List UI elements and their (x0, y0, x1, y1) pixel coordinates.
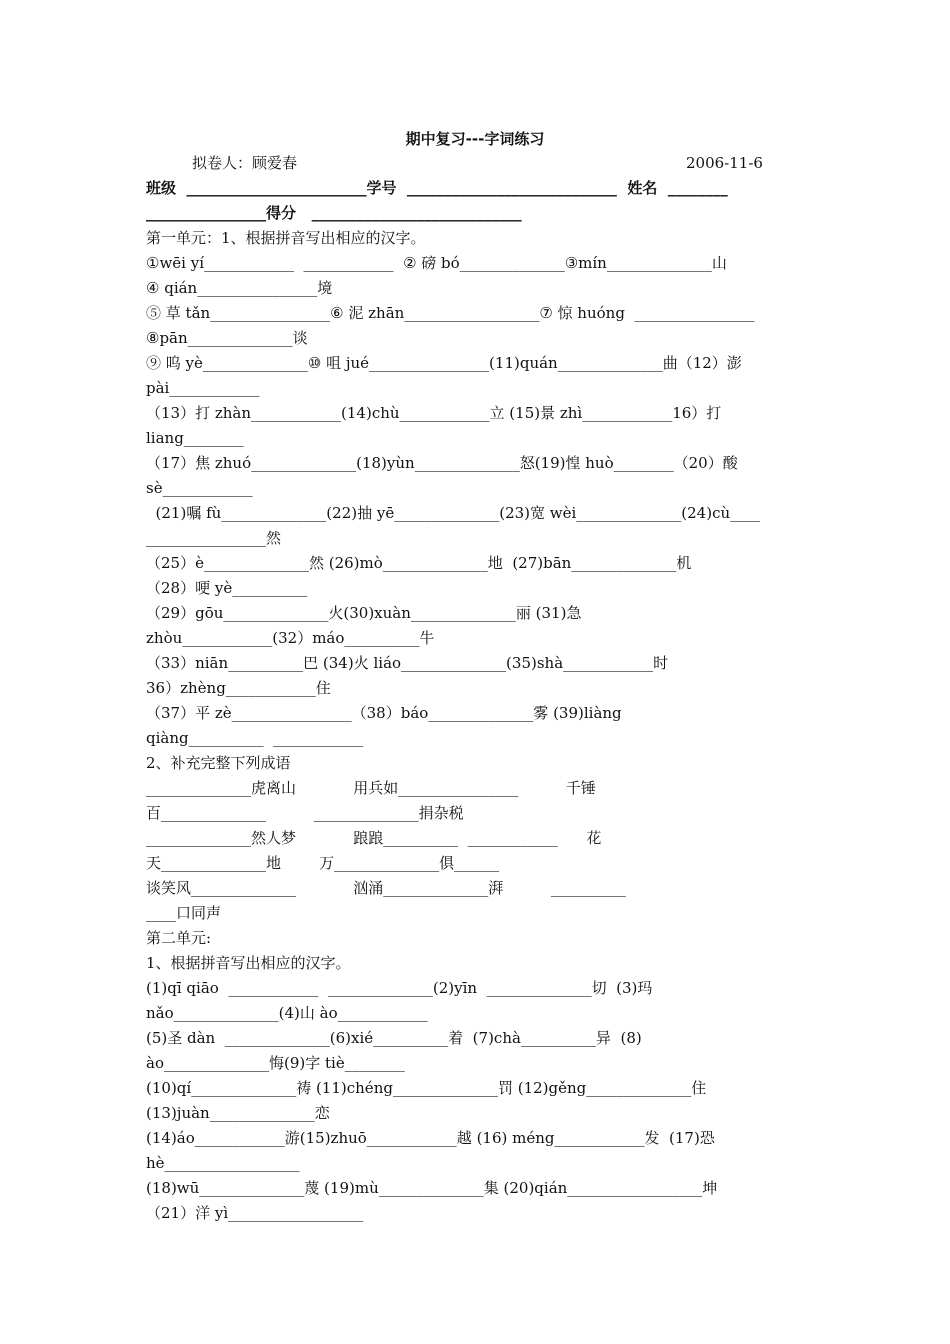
section-heading: 2、补充完整下列成语 (146, 754, 291, 772)
exercise-line: ⑨ 呜 yè______________⑩ 咀 jué________________(11)quán______________曲（12）澎 (146, 354, 742, 372)
exercise-line: （29）gōu______________火(30)xuàn______________丽 (31)急 (146, 604, 582, 622)
exercise-line: 36）zhèng____________住 (146, 679, 331, 697)
exercise-line: （17）焦 zhuó______________(18)yùn______________怒(19)惶 huò________（20）酸 (146, 454, 738, 472)
exercise-line: （37）平 zè________________（38）báo______________雾 (39)liàng (146, 704, 622, 722)
exercise-line: ④ qián________________境 (146, 279, 333, 297)
section-heading: 第一单元：1、根据拼音写出相应的汉字。 (146, 229, 426, 247)
idiom-line: ____口同声 (146, 904, 222, 922)
idiom-line: 谈笑风______________ 汹涌______________湃 __________ (146, 879, 626, 897)
exercise-line: nǎo______________(4)山 ào____________ (146, 1004, 428, 1022)
score-line: ________________得分 ____________________________ (146, 204, 522, 222)
idiom-line: 百______________ ______________捐杂税 (146, 804, 464, 822)
exercise-line: （21）洋 yì__________________ (146, 1204, 364, 1222)
exercise-line: （28）哽 yè__________ (146, 579, 308, 597)
exercise-line: （13）打 zhàn____________(14)chù____________立 (15)景 zhì____________16）打 (146, 404, 722, 422)
exercise-line: (1)qī qiāo ____________ ______________(2)yīn ______________切 (3)玛 (146, 979, 653, 997)
exercise-line: ⑤ 草 tǎn________________⑥ 泥 zhān__________________⑦ 惊 huóng ________________ (146, 304, 755, 322)
exercise-line: ________________然 (146, 529, 282, 547)
exercise-line: (13)juàn______________恋 (146, 1104, 330, 1122)
exercise-line: ⑧pān______________谈 (146, 329, 308, 347)
exercise-line: (10)qí______________祷 (11)chéng______________罚 (12)gěng______________住 (146, 1079, 707, 1097)
class-number-name-line: 班级 ________________________学号 ____________________________ 姓名 ________ (146, 179, 728, 197)
idiom-line: 天______________地 万______________俱______ (146, 854, 500, 872)
idiom-line: ______________虎离山 用兵如________________ 千锤 (146, 779, 596, 797)
exercise-line: liang________ (146, 429, 244, 447)
exercise-line: (18)wū______________蔑 (19)mù______________集 (20)qián__________________坤 (146, 1179, 718, 1197)
exercise-line: (14)áo____________游(15)zhuō____________越 (16) méng____________发 (17)恐 (146, 1129, 715, 1147)
exercise-line: ①wēi yí____________ ____________ ② 磅 bó______________③mín______________山 (146, 254, 727, 272)
exercise-line: qiàng__________ ____________ (146, 729, 364, 747)
idiom-line: ______________然人梦 踉踉__________ ____________ 花 (146, 829, 602, 847)
author-line: 拟卷人：顾爱春 (192, 154, 298, 172)
exercise-line: (5)圣 dàn ______________(6)xié__________着 (7)chà__________异 (8) (146, 1029, 642, 1047)
exercise-line: ào______________悔(9)字 tiè________ (146, 1054, 405, 1072)
date-line: 2006-11-6 (686, 154, 763, 172)
exercise-line: (21)嘱 fù______________(22)抽 yē______________(23)宽 wèi______________(24)cù____ (146, 504, 761, 522)
section-heading: 1、根据拼音写出相应的汉字。 (146, 954, 351, 972)
exercise-line: （25）è______________然 (26)mò______________地 (27)bān______________机 (146, 554, 692, 572)
document-title: 期中复习---字词练习 (405, 130, 545, 148)
exercise-line: sè____________ (146, 479, 253, 497)
section-heading: 第二单元: (146, 929, 212, 947)
exercise-line: （33）niān__________巴 (34)火 liáo______________(35)shà____________时 (146, 654, 669, 672)
exercise-line: zhòu____________(32）máo__________牛 (146, 629, 435, 647)
exercise-line: pài____________ (146, 379, 260, 397)
exercise-line: hè__________________ (146, 1154, 300, 1172)
